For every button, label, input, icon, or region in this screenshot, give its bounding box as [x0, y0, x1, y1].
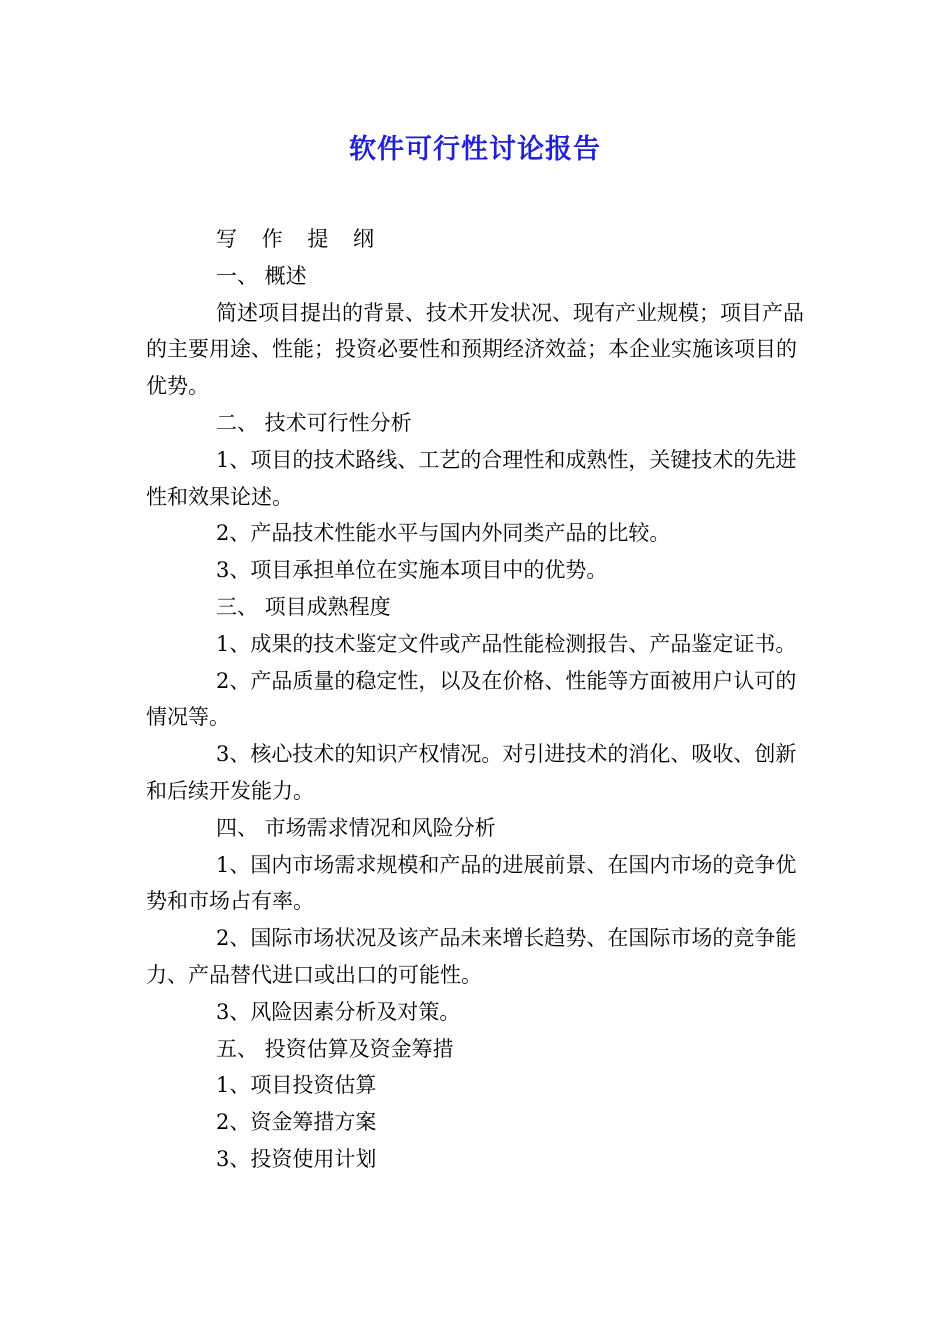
- section-2-item-2: 2、产品技术性能水平与国内外同类产品的比较。: [216, 521, 671, 546]
- section-3-item-1: 1、成果的技术鉴定文件或产品性能检测报告、产品鉴定证书。: [216, 631, 797, 656]
- section-heading-4: 四、 市场需求情况和风险分析: [216, 815, 496, 840]
- section-heading-5: 五、 投资估算及资金筹措: [216, 1036, 454, 1061]
- section-heading-2: 二、 技术可行性分析: [216, 410, 412, 435]
- section-5-item-2: 2、资金筹措方案: [216, 1110, 377, 1135]
- section-heading-1: 一、 概述: [216, 263, 307, 288]
- section-3-item-3: 3、核心技术的知识产权情况。对引进技术的消化、吸收、创新和后续开发能力。: [146, 742, 797, 803]
- document-title: 软件可行性讨论报告: [349, 134, 601, 165]
- outline-heading: 写 作 提 纲: [216, 227, 384, 251]
- section-5-item-3: 3、投资使用计划: [216, 1146, 377, 1171]
- section-1-text: 简述项目提出的背景、技术开发状况、现有产业规模；项目产品的主要用途、性能；投资必要性和预期经济效益；本企业实施该项目的优势。: [146, 300, 804, 399]
- section-4-item-2: 2、国际市场状况及该产品未来增长趋势、在国际市场的竞争能力、产品替代进口或出口的可能性。: [146, 926, 797, 987]
- section-4-item-1: 1、国内市场需求规模和产品的进展前景、在国内市场的竞争优势和市场占有率。: [146, 852, 797, 914]
- section-5-item-1: 1、项目投资估算: [216, 1073, 377, 1098]
- document-body: [146, 221, 814, 1178]
- section-heading-3: 三、 项目成熟程度: [216, 594, 391, 619]
- section-2-item-1: 1、项目的技术路线、工艺的合理性和成熟性，关键技术的先进性和效果论述。: [146, 447, 797, 509]
- section-4-item-3: 3、风险因素分析及对策。: [216, 999, 461, 1024]
- section-3-item-2: 2、产品质量的稳定性，以及在价格、性能等方面被用户认可的情况等。: [146, 668, 797, 730]
- section-2-item-3: 3、项目承担单位在实施本项目中的优势。: [216, 558, 608, 583]
